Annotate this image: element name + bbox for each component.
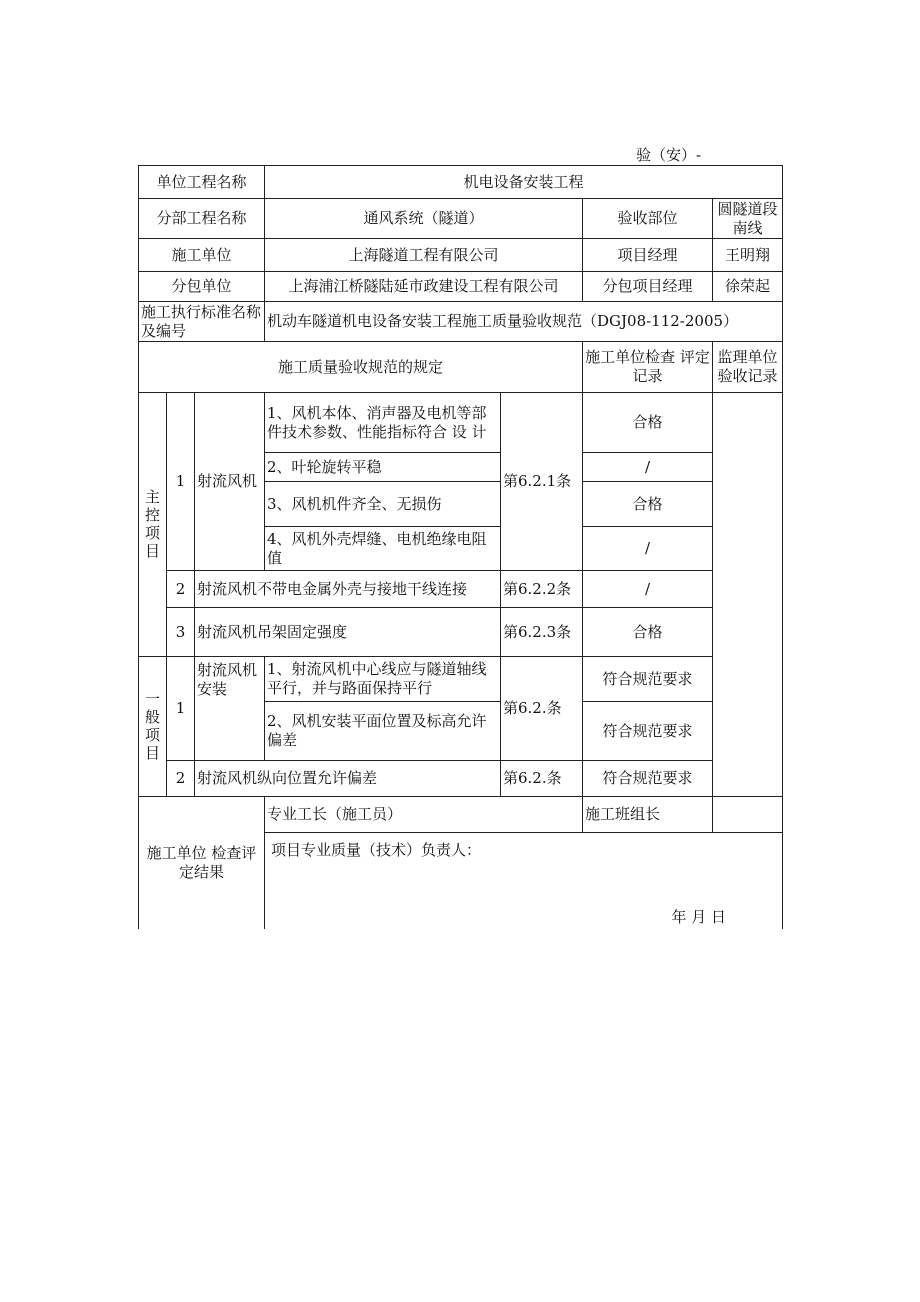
main-item1-sub3-result: 合格 <box>583 482 713 527</box>
unit-project-value: 机电设备安装工程 <box>265 166 783 199</box>
result-label: 施工单位 检查评定结果 <box>139 797 265 929</box>
main-item1-sub2-result: / <box>583 453 713 482</box>
quality-lead-label: 项目专业质量（技术）负责人： <box>271 841 482 859</box>
form-code: 验（安）- <box>636 146 702 164</box>
main-item1-sub4-result: / <box>583 527 713 571</box>
main-item2-no: 2 <box>167 571 195 608</box>
general-item2-result: 符合规范要求 <box>583 761 713 797</box>
foreman-label: 专业工长（施工员） <box>265 797 583 833</box>
general-item1-no: 1 <box>167 657 195 761</box>
subcontract-manager-value: 徐荣起 <box>713 272 783 302</box>
general-item1-sub1-text: 1、射流风机中心线应与隧道轴线平行，并与路面保持平行 <box>265 657 501 702</box>
inspection-form-table <box>138 165 783 929</box>
general-item1-clause: 第6.2.条 <box>501 657 583 761</box>
main-item2-clause: 第6.2.2条 <box>501 571 583 608</box>
quality-lead-cell <box>265 833 783 929</box>
main-item3-no: 3 <box>167 608 195 657</box>
general-items-label: 一般项目 <box>139 657 167 797</box>
project-manager-value: 王明翔 <box>713 239 783 272</box>
main-item3-result: 合格 <box>583 608 713 657</box>
main-item1-sub1-result: 合格 <box>583 393 713 453</box>
general-item2-no: 2 <box>167 761 195 797</box>
main-item1-sub3-text: 3、风机机件齐全、无损伤 <box>265 482 501 527</box>
supervision-record-cell <box>713 393 783 797</box>
team-leader-label: 施工班组长 <box>583 797 713 833</box>
construction-check-header: 施工单位检查 评定记录 <box>583 342 713 393</box>
spec-column-header: 施工质量验收规范的规定 <box>139 342 583 393</box>
standard-value: 机动车隧道机电设备安装工程施工质量验收规范（DGJ08-112-2005） <box>265 302 783 342</box>
main-item3-text: 射流风机吊架固定强度 <box>195 608 501 657</box>
main-item1-sub1-text: 1、风机本体、消声器及电机等部件技术参数、性能指标符合 设 计 <box>265 393 501 453</box>
main-item3-clause: 第6.2.3条 <box>501 608 583 657</box>
acceptance-part-label: 验收部位 <box>583 199 713 239</box>
unit-project-label: 单位工程名称 <box>139 166 265 199</box>
main-item2-text: 射流风机不带电金属外壳与接地干线连接 <box>195 571 501 608</box>
main-item1-sub4-text: 4、风机外壳焊缝、电机绝缘电阻值 <box>265 527 501 571</box>
main-item2-result: / <box>583 571 713 608</box>
supervision-record-header: 监理单位验收记录 <box>713 342 783 393</box>
main-items-label: 主控项目 <box>139 393 167 657</box>
construction-unit-value: 上海隧道工程有限公司 <box>265 239 583 272</box>
general-item1-sub2-result: 符合规范要求 <box>583 702 713 761</box>
main-item1-sub2-text: 2、叶轮旋转平稳 <box>265 453 501 482</box>
main-item1-clause: 第6.2.1条 <box>501 393 583 571</box>
general-item1-sub2-text: 2、风机安装平面位置及标高允许偏差 <box>265 702 501 761</box>
main-item1-no: 1 <box>167 393 195 571</box>
general-item2-text: 射流风机纵向位置允许偏差 <box>195 761 501 797</box>
project-manager-label: 项目经理 <box>583 239 713 272</box>
subcontract-manager-label: 分包项目经理 <box>583 272 713 302</box>
general-item1-sub1-result: 符合规范要求 <box>583 657 713 702</box>
construction-unit-label: 施工单位 <box>139 239 265 272</box>
subcontract-unit-label: 分包单位 <box>139 272 265 302</box>
sub-project-value: 通风系统（隧道） <box>265 199 583 239</box>
team-leader-signature <box>713 797 783 833</box>
standard-label: 施工执行标准名称及编号 <box>139 302 265 342</box>
sign-date: 年 月 日 <box>671 907 727 926</box>
general-item2-clause: 第6.2.条 <box>501 761 583 797</box>
general-item1-name: 射流风机安装 <box>195 657 265 761</box>
subcontract-unit-value: 上海浦江桥隧陆延市政建设工程有限公司 <box>265 272 583 302</box>
main-item1-name: 射流风机 <box>195 393 265 571</box>
acceptance-part-value: 圆隧道段南线 <box>713 199 783 239</box>
sub-project-label: 分部工程名称 <box>139 199 265 239</box>
